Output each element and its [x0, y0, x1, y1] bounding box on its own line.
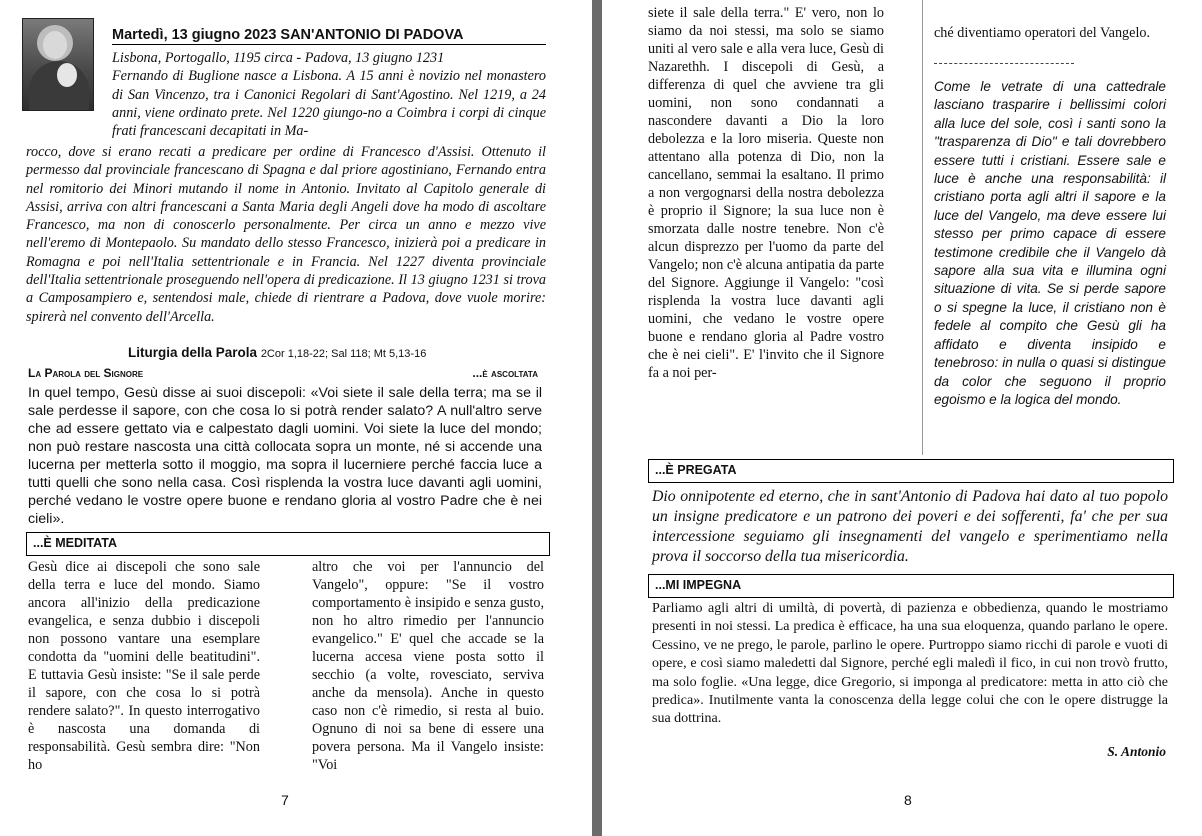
pregata-header: ...È PREGATA [648, 459, 1174, 483]
right-column-1: siete il sale della terra." E' vero, non lo siamo da noi stessi, ma solo se siamo uniti al vero sale e alla vera luce, Gesù di Nazarethh. I discepoli di Gesù, a differenza di quel che avviene tra gli uomini, non sono condannati a nascondere davanti a Dio la loro debolezza e la loro miseria. Queste non attentano alla potenza di Dio, non la cancellano, semmai la esaltano. Il primo a non vergognarsi della nostra debolezza è proprio il Signore; la sua luce non è smorzata dalle nostre tenebre. Non c'è alcun disprezzo per l'uomo da parte del Vangelo; non c'è alcuna antipatia da parte del Signore. Aggiunge il Vangelo: "così risplenda la vostra luce davanti agli uomini, che vedano le vostre opere buone e rendano gloria al Padre vostro che è nei cieli". E' l'invito che il Signore fa a noi per- [648, 5, 884, 381]
bio-intro [112, 49, 546, 140]
meditata-column-2: altro che voi per l'annuncio del Vangelo", oppure: "Se il vostro comportamento è insipido e senza gusto, non ho altro rimedio per l'annuncio evangelico." E' quel che accade se la lucerna accesa viene posta sotto il secchio (a volte, rovesciato, serviva anche da mensola). Anche in questo caso non c'è rimedio, si resta al buio. Ognuno di noi sa bene di essere una povera persona. Ma il Vangelo insiste: "Voi [312, 559, 544, 773]
bio-dates: Lisbona, Portogallo, 1195 circa - Padova, 13 giugno 1231 [112, 50, 445, 66]
page-title: Martedì, 13 giugno 2023 SAN'ANTONIO DI PADOVA [112, 27, 546, 45]
left-page [0, 0, 592, 836]
commitment-text: Parliamo agli altri di umiltà, di povertà, di pazienza e obbedienza, quando le mostriamo presenti in noi stessi. La predica è efficace, ha una sua eloquenza, quando parlano le opere. Cessino, ve ne prego, le parole, parlino le opere. Purtroppo siamo ricchi di parole e vuoti di opere, e così siamo maledetti dal Signore, perché egli maledì il fico, in cui non trovò frutto, ma solo foglie. «Una legge, dice Gregorio, si imponga al predicatore: metta in atto ciò che predica». Inutilmente vanta la conoscenza della legge colui che con le opere distrugge la sua dottrina. [652, 601, 1168, 727]
parola-label: La Parola del Signore [28, 366, 144, 380]
page-number-right: 8 [904, 792, 912, 808]
page-gutter [592, 0, 602, 836]
column-divider [922, 0, 923, 455]
liturgia-label: Liturgia della Parola [128, 345, 258, 360]
saint-portrait-image [22, 18, 94, 111]
liturgia-refs: 2Cor 1,18-22; Sal 118; Mt 5,13-16 [260, 348, 427, 360]
parola-row [28, 366, 538, 380]
right-column-2-italic: Come le vetrate di una cattedrale lasciano trasparire i bellissimi colori alla luce del sole, così i santi sono la "trasparenza di Dio" e tali dovrebbero essere tutti i cristiani. Essere sale e luce è anche una responsabilità: il cristiano porta agli altri il sapore e la luce del Vangelo, ma deve essere lui stesso per primo capace di essere testimone credibile che il Vangelo dà sapore alla sua vita e illumina ogni situazione di vita. Se si perde sapore o si spegne la luce, il cristiano non è fedele al compito che Gesù gli ha affidato e diventa insipido e tenebroso: in nulla o quasi si distingue da color che seguono il proprio egoismo e la logica del mondo. [934, 79, 1166, 407]
dashed-separator [934, 63, 1074, 64]
meditata-column-1: Gesù dice ai discepoli che sono sale della terra e luce del mondo. Siamo ancora all'inizio della predicazione evangelica, e senza dubbio i discepoli non possono vantare una esemplare condotta da "uomini delle beatitudini". E tuttavia Gesù insiste: "Se il sale perde il sapore, con che cosa lo si potrà rendere salato?". In questo interrogativo è nascosta una domanda di responsabilità. Gesù sembra dire: "Non ho [28, 559, 260, 773]
signature: S. Antonio [1107, 744, 1166, 759]
impegna-header: ...MI IMPEGNA [648, 574, 1174, 598]
page-number: 7 [281, 792, 289, 808]
gospel-text: In quel tempo, Gesù disse ai suoi discepoli: «Voi siete il sale della terra; ma se il sale perdesse il sapore, con che cosa lo si potrà render salato? A null'altro serve che ad essere gettato via e calpestato dagli uomini. Voi siete la luce del mondo; non può restare nascosta una città collocata sopra un monte, né si accende una lucerna per metterla sotto il moggio, ma sopra il lucerniere perché faccia luce a tutti quelli che sono nella casa. Così risplenda la vostra luce davanti agli uomini, perché vedano le vostre opere buone e rendano gloria al vostro Padre che è nei cieli». [28, 385, 542, 527]
ascoltata-label: ...è ascoltata [472, 366, 538, 380]
bio-text-rest: rocco, dove si erano recati a predicare per ordine di Francesco d'Assisi. Ottenuto il permesso dal provinciale francescano di Spagna e dal priore agostiniano, Fernando entra nel romitorio dei Minori mutando il nome in Antonio. Invitato al Capitolo generale di Assisi, arriva con altri francescani a Santa Maria degli Angeli dove ha modo di ascoltare Francesco, ma non di conoscerlo personalmente. Per circa un anno e mezzo vive nell'eremo di Montepaolo. Su mandato dello stesso Francesco, inizierà poi a predicare in Romagna e poi nell'Italia settentrionale e in Francia. Nel 1227 diventa provinciale dell'Italia settentrionale proseguendo nell'opera di predicazione. Il 13 giugno 1231 si trova a Camposampiero e, sentendosi male, chiede di rientrare a Padova, dove vuole morire: spirerà nel convento dell'Arcella. [26, 144, 546, 325]
prayer-text: Dio onnipotente ed eterno, che in sant'Antonio di Padova hai dato al tuo popolo un insigne predicatore e un patrono dei poveri e dei sofferenti, fa' che per sua intercessione seguiamo gli insegnamenti del vangelo e sperimentiamo nella prova il soccorso della tua misericordia. [652, 488, 1168, 565]
bio-text-start: Fernando di Buglione nasce a Lisbona. A 15 anni è novizio nel monastero di San Vincenzo, tra i Canonici Regolari di Sant'Agostino. Nel 1219, a 24 anni, viene ordinato prete. Nel 1220 giungo-no a Coimbra i corpi di cinque frati francescani decapitati in Ma- [112, 68, 546, 140]
right-column-2-top: ché diventiamo operatori del Vangelo. [934, 25, 1151, 41]
liturgia-heading [128, 345, 426, 360]
meditata-header: ...È MEDITATA [26, 532, 550, 556]
